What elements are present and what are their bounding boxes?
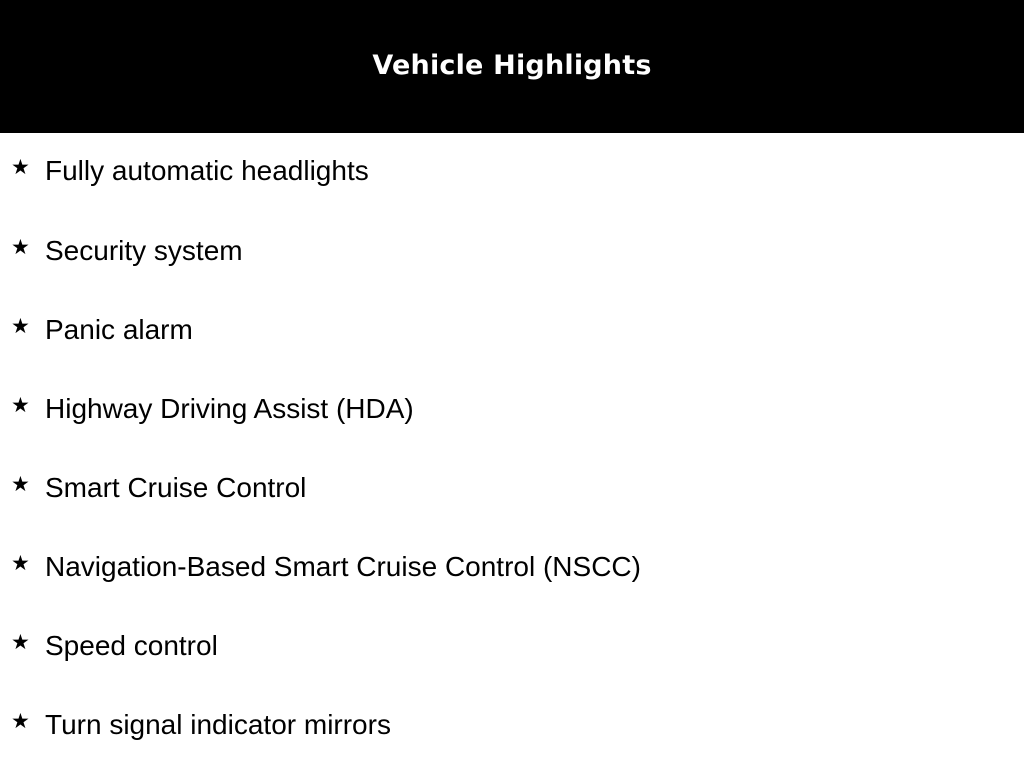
highlight-label: Speed control [45, 630, 218, 661]
list-item [0, 607, 1024, 686]
highlight-label: Panic alarm [45, 314, 193, 345]
star-icon: ★ [11, 551, 30, 575]
star-icon: ★ [11, 314, 30, 338]
highlight-label: Navigation-Based Smart Cruise Control (NSCC) [45, 551, 641, 582]
list-item [0, 449, 1024, 528]
star-icon: ★ [11, 630, 30, 654]
list-item [0, 212, 1024, 291]
page-title: Vehicle Highlights [372, 50, 652, 81]
star-icon: ★ [11, 393, 30, 417]
list-item [0, 370, 1024, 449]
star-icon: ★ [11, 709, 30, 733]
highlight-label: Turn signal indicator mirrors [45, 709, 391, 740]
star-icon: ★ [11, 472, 30, 496]
list-item [0, 686, 1024, 765]
list-item [0, 528, 1024, 607]
highlight-label: Highway Driving Assist (HDA) [45, 393, 414, 424]
list-item [0, 291, 1024, 370]
highlight-label: Security system [45, 235, 243, 266]
list-item [0, 133, 1024, 212]
highlight-label: Fully automatic headlights [45, 155, 369, 186]
star-icon: ★ [11, 155, 30, 179]
header-bar [0, 0, 1024, 133]
star-icon: ★ [11, 235, 30, 259]
highlights-list [0, 133, 1024, 765]
highlight-label: Smart Cruise Control [45, 472, 307, 503]
